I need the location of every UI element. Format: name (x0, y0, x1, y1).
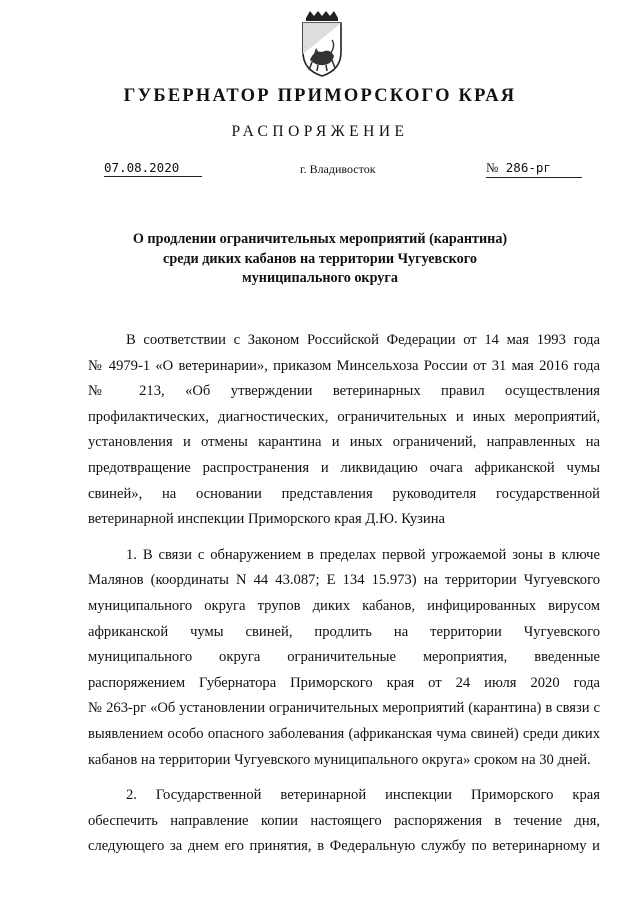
body-line: муниципального округа трупов диких кабанов, инфицированных вирусом (88, 597, 600, 614)
document-number (486, 160, 582, 178)
body-line: кабанов на территории Чугуевского муниципального округа» сроком на 30 дней. (88, 751, 591, 768)
body-line: Малянов (координаты N 44 43.087; Е 134 15.973) на территории Чугуевского (88, 572, 600, 589)
document-meta-row (0, 160, 640, 182)
document-type: РАСПОРЯЖЕНИЕ (231, 123, 409, 140)
preamble-paragraph (88, 328, 600, 533)
body-line: ветеринарной инспекции Приморского края Д.Ю. Кузина (88, 511, 446, 528)
body-line: африканской чумы свиней, продлить на территории Чугуевского (88, 623, 600, 640)
body-line: профилактических, диагностических, ограничительных и иных мероприятий, (88, 408, 600, 425)
organization-title: ГУБЕРНАТОР ПРИМОРСКОГО КРАЯ (123, 86, 517, 106)
body-line: № 4979-1 «О ветеринарии», приказом Минсельхоза России от 31 мая 2016 года (88, 357, 600, 374)
coat-of-arms-icon (300, 10, 344, 78)
subject-line: среди диких кабанов на территории Чугуевского (163, 250, 477, 267)
body-line: обеспечить направление копии настоящего распоряжения в течение дня, (88, 812, 600, 829)
body-line: № 263-рг «Об установлении ограничительных мероприятий (карантина) в связи с (88, 700, 600, 717)
body-line: № 213, «Об утверждении ветеринарных правил осуществления (88, 383, 600, 400)
body-line: 1. В связи с обнаружением в пределах первой угрожаемой зоны в ключе (126, 546, 600, 563)
subject-line: муниципального округа (242, 270, 398, 286)
item-1-paragraph (88, 543, 600, 773)
paragraph-gap (88, 533, 600, 543)
body-line: муниципального округа ограничительные мероприятия, введенные (88, 649, 600, 666)
document-body (88, 328, 600, 860)
item-2-paragraph (88, 783, 600, 860)
body-line: В соответствии с Законом Российской Федерации от 14 мая 1993 года (126, 332, 600, 348)
body-line: 2. Государственной ветеринарной инспекции Приморского края (126, 787, 600, 804)
subject-line: О продлении ограничительных мероприятий (карантина) (132, 231, 508, 247)
body-line: выявлением особо опасного заболевания (африканская чума свиней) среди диких (88, 725, 600, 742)
body-line: установления и отмены карантина и иных ограничений, направленных на (88, 434, 600, 451)
document-city: г. Владивосток (300, 162, 376, 176)
body-line: свиней», на основании представления руководителя государственной (88, 485, 600, 502)
body-line: следующего за днем его принятия, в Федеральную службу по ветеринарному и (88, 838, 600, 855)
number-value: 286-рг (505, 160, 551, 175)
paragraph-gap (88, 773, 600, 783)
number-sign: № (486, 160, 499, 175)
body-line: предотвращение распространения и ликвидацию очага африканской чумы (88, 459, 600, 476)
document-date: 07.08.2020 (104, 160, 202, 177)
body-line: распоряжением Губернатора Приморского края от 24 июля 2020 года (88, 674, 600, 691)
document-subject (110, 230, 530, 289)
